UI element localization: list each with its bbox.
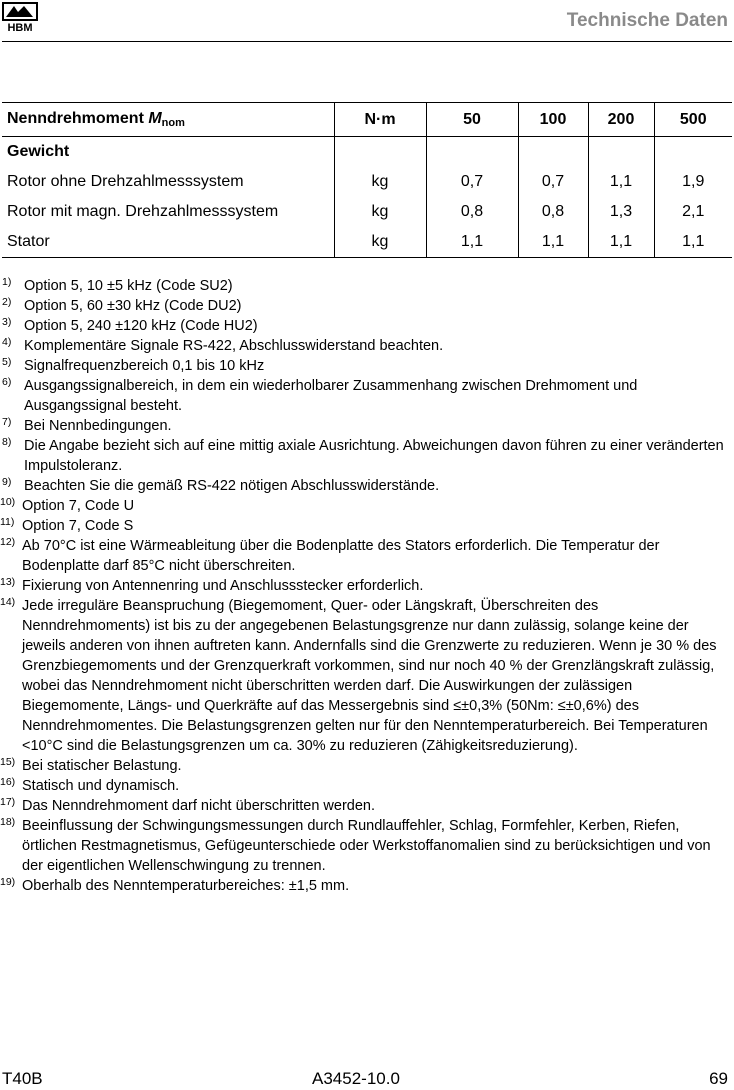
footnote: 9) Beachten Sie die gemäß RS-422 nötigen Abschlusswiderstände.: [2, 476, 440, 494]
header-value: 200: [588, 103, 654, 137]
row-unit: kg: [334, 197, 426, 227]
footnote: 11) Option 7, Code S: [0, 516, 134, 534]
row-value: 1,1: [518, 227, 588, 258]
table-section-row: [2, 137, 732, 168]
header-value: 50: [426, 103, 518, 137]
footnote: 10) Option 7, Code U: [0, 496, 135, 514]
footnote: 18) Beeinflussung der Schwingungsmessungen durch Rundlauffehler, Schlag, Formfehler, Kerben, Riefen, örtlichen Restmagnetismus, Gefügeunterschiede oder Werkstoffanomalien sind zu berücksichtigen und von der eigentlichen Wellenschwingung zu trennen.: [0, 816, 711, 874]
row-label: Rotor ohne Drehzahlmesssystem: [7, 173, 244, 190]
row-value: 1,3: [588, 197, 654, 227]
footnote: 6) Ausgangssignalbereich, in dem ein wiederholbarer Zusammenhang zwischen Drehmoment und Ausgangssignal besteht.: [2, 376, 638, 414]
table-row: [2, 197, 732, 227]
footnote: 4) Komplementäre Signale RS-422, Abschlusswiderstand beachten.: [2, 336, 444, 354]
footnote: 13) Fixierung von Antennenring und Anschlussstecker erforderlich.: [0, 576, 424, 594]
footnote: 7) Bei Nennbedingungen.: [2, 416, 172, 434]
row-label: Rotor mit magn. Drehzahlmesssystem: [7, 203, 279, 220]
header-divider: [2, 41, 732, 42]
footnote: 8) Die Angabe bezieht sich auf eine mittig axiale Ausrichtung. Abweichungen davon führen zu einer veränderten Impulstoleranz.: [2, 436, 724, 474]
row-value: 1,1: [588, 227, 654, 258]
header-unit: N·m: [334, 103, 426, 137]
footer-doc-number: A3452-10.0: [312, 1069, 400, 1088]
table-row: [2, 227, 732, 258]
row-label: Stator: [2, 227, 334, 258]
row-unit: kg: [334, 167, 426, 197]
row-value: 1,9: [654, 167, 732, 197]
row-value: 1,1: [654, 227, 732, 258]
hbm-logo: [2, 2, 38, 32]
footnote: 2) Option 5, 60 ±30 kHz (Code DU2): [2, 296, 242, 314]
page-header-title: Technische Daten: [566, 10, 728, 31]
header-label: Nenndrehmoment $M_{nom}$: [2, 103, 334, 137]
header-value: 500: [654, 103, 732, 137]
row-value: 1,1: [588, 167, 654, 197]
footnote: 19) Oberhalb des Nenntemperaturbereiches: ±1,5 mm.: [0, 876, 350, 894]
header-value: 100: [518, 103, 588, 137]
footnote: 1) Option 5, 10 ±5 kHz (Code SU2): [2, 276, 233, 294]
row-value: 0,7: [426, 167, 518, 197]
row-value: 0,7: [518, 167, 588, 197]
footer-page-number: 69: [709, 1069, 728, 1088]
row-value: 0,8: [426, 197, 518, 227]
footnotes: [0, 276, 730, 896]
footnote: 3) Option 5, 240 ±120 kHz (Code HU2): [2, 316, 258, 334]
footnote: 12) Ab 70°C ist eine Wärmeableitung über die Bodenplatte des Stators erforderlich. Die Temperatur der Bodenplatte darf 85°C nicht überschreiten.: [0, 536, 660, 574]
row-value: 0,8: [518, 197, 588, 227]
footer-product: T40B: [2, 1069, 43, 1088]
footnote: 5) Signalfrequenzbereich 0,1 bis 10 kHz: [2, 356, 265, 374]
table-row: [2, 167, 732, 197]
footnote: 14) Jede irreguläre Beanspruchung (Biegemoment, Quer- oder Längskraft, Überschreiten des Nenndrehmoments) ist bis zu der angegebenen Belastungsgrenze nur dann zulässig, solange keine der jeweils anderen von ihnen auftreten kann. Andernfalls sind die Grenzwerte zu reduzieren. Wenn je 30 % des Grenzbiegemoments und der Grenzquerkraft vorkommen, sind nur noch 40 % der Grenzlängskraft zulässig, wobei das Nenndrehmoment nicht überschritten werden darf. Die Auswirkungen der zulässigen Biegemomente, Längs- und Querkräfte auf das Messergebnis sind ≤±0,3% (50Nm: ≤±0,6%) des Nenndrehmomentes. Die Belastungsgrenzen gelten nur für den Nenntemperaturbereich. Bei Temperaturen <10°C sind die Belastungsgrenzen um ca. 30% zu reduzieren (Zähigkeitsreduzierung).: [0, 596, 717, 754]
row-value: 2,1: [654, 197, 732, 227]
footnote: 17) Das Nenndrehmoment darf nicht überschritten werden.: [0, 796, 376, 814]
table-header-row: [2, 103, 732, 137]
spec-table: [2, 102, 732, 258]
svg-text:HBM: HBM: [7, 22, 33, 32]
section-label: Gewicht: [7, 143, 70, 160]
row-unit: kg: [334, 227, 426, 258]
footnote: 15) Bei statischer Belastung.: [0, 756, 182, 774]
footnote: 16) Statisch und dynamisch.: [0, 776, 180, 794]
row-value: 1,1: [426, 227, 518, 258]
